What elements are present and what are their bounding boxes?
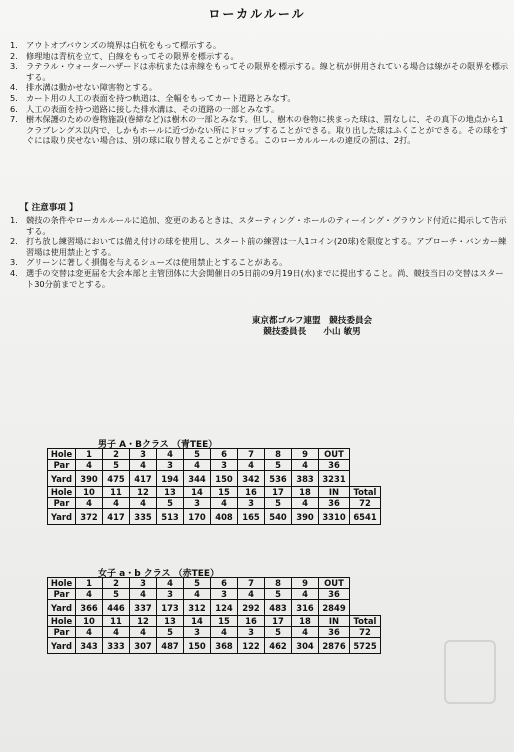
- yard-cell: 475: [103, 471, 130, 487]
- hole-cell: 4: [157, 578, 184, 589]
- yard-cell: 335: [130, 509, 157, 525]
- par-cell: 5: [265, 498, 292, 509]
- par-cell: 4: [292, 589, 319, 600]
- yard-cell: 312: [184, 600, 211, 616]
- mens-scorecard-table: [47, 448, 381, 525]
- par-label-cell: Par: [48, 460, 76, 471]
- hole-cell: 1: [76, 578, 103, 589]
- note-text: 選手の交替は変更届を大会本部と主管団体に大会開催日の5日前の9月19日(水)までに提出すること。尚、競技当日の交替はスタート30分前までとする。: [26, 267, 504, 289]
- par-cell: 4: [211, 498, 238, 509]
- front-yard-row: [48, 471, 381, 487]
- par-cell: 3: [157, 589, 184, 600]
- womens-table-caption: 女子 a・b クラス （赤TEE）: [98, 569, 220, 579]
- hole-label-cell: Hole: [48, 616, 76, 627]
- empty-cell: [350, 471, 381, 487]
- hole-label-cell: Hole: [48, 449, 76, 460]
- front-hole-row: [48, 578, 381, 589]
- yard-cell: 307: [130, 638, 157, 654]
- front-par-row: [48, 589, 381, 600]
- par-label-cell: Par: [48, 498, 76, 509]
- hole-cell: 15: [211, 487, 238, 498]
- rule-text: 人工の表面を持つ道路に接した排水溝は、その道路の一部とみなす。: [26, 103, 280, 114]
- par-cell: 4: [184, 589, 211, 600]
- stamp-mark: [444, 640, 496, 704]
- yard-cell: 540: [265, 509, 292, 525]
- yard-cell: 342: [238, 471, 265, 487]
- hole-label-cell: Hole: [48, 487, 76, 498]
- hole-cell: 5: [184, 578, 211, 589]
- note-text: グリーンに著しく損傷を与えるシューズは使用禁止とすることがある。: [26, 257, 288, 268]
- par-cell: 3: [238, 627, 265, 638]
- hole-cell: 6: [211, 578, 238, 589]
- yard-cell: 372: [76, 509, 103, 525]
- yard-cell: 446: [103, 600, 130, 616]
- par-cell: 4: [211, 627, 238, 638]
- note-text: 競技の条件やローカルルールに追加、変更のあるときは、スターティング・ホールのティーイング・グラウンド付近に掲示して告示する。: [26, 215, 507, 236]
- rule-number: 7.: [10, 114, 18, 125]
- par-subtotal-cell: 36: [319, 498, 350, 509]
- hole-cell: 10: [76, 487, 103, 498]
- par-cell: 4: [103, 498, 130, 509]
- yard-subtotal-cell: 2849: [319, 600, 350, 616]
- yard-cell: 462: [265, 638, 292, 654]
- hole-cell: 6: [211, 449, 238, 460]
- empty-cell: [350, 578, 381, 589]
- rule-number: 1.: [10, 40, 18, 50]
- par-cell: 5: [157, 498, 184, 509]
- note-number: 3.: [10, 257, 18, 268]
- front-par-row: [48, 460, 381, 471]
- rule-number: 3.: [10, 61, 18, 72]
- hole-cell: 16: [238, 616, 265, 627]
- hole-cell: 12: [130, 616, 157, 627]
- hole-cell: 9: [292, 449, 319, 460]
- yard-cell: 390: [76, 471, 103, 487]
- hole-label-cell: Hole: [48, 578, 76, 589]
- yard-cell: 165: [238, 509, 265, 525]
- womens-scorecard-table: [47, 577, 381, 654]
- rule-item: [10, 51, 510, 62]
- yard-cell: 173: [157, 600, 184, 616]
- yard-cell: 383: [292, 471, 319, 487]
- rule-number: 6.: [10, 103, 18, 114]
- empty-cell: [350, 449, 381, 460]
- notes-list: [10, 215, 510, 289]
- rule-item: [10, 61, 510, 82]
- empty-cell: [350, 600, 381, 616]
- hole-total-cell: Total: [350, 487, 381, 498]
- yard-subtotal-cell: 3310: [319, 509, 350, 525]
- page-title: ローカルルール: [208, 7, 306, 21]
- yard-cell: 337: [130, 600, 157, 616]
- hole-cell: 15: [211, 616, 238, 627]
- par-cell: 4: [130, 460, 157, 471]
- par-subtotal-cell: 36: [319, 460, 350, 471]
- par-cell: 4: [238, 589, 265, 600]
- yard-cell: 343: [76, 638, 103, 654]
- hole-cell: 7: [238, 449, 265, 460]
- yard-cell: 333: [103, 638, 130, 654]
- yard-cell: 122: [238, 638, 265, 654]
- note-number: 1.: [10, 215, 18, 225]
- hole-cell: 17: [265, 616, 292, 627]
- front-yard-row: [48, 600, 381, 616]
- hole-cell: 1: [76, 449, 103, 460]
- par-cell: 5: [265, 627, 292, 638]
- back-yard-row: [48, 638, 381, 654]
- yard-cell: 124: [211, 600, 238, 616]
- par-cell: 4: [184, 460, 211, 471]
- yard-cell: 344: [184, 471, 211, 487]
- rule-text: 修理地は青杭を立て、白線をもってその限界を標示する。: [26, 50, 239, 61]
- hole-cell: 12: [130, 487, 157, 498]
- par-total-cell: 72: [350, 498, 381, 509]
- par-subtotal-cell: 36: [319, 589, 350, 600]
- yard-cell: 513: [157, 509, 184, 525]
- par-cell: 3: [184, 498, 211, 509]
- hole-cell: 13: [157, 487, 184, 498]
- yard-cell: 487: [157, 638, 184, 654]
- par-cell: 4: [76, 498, 103, 509]
- par-cell: 4: [76, 627, 103, 638]
- par-cell: 4: [292, 460, 319, 471]
- par-cell: 3: [184, 627, 211, 638]
- par-cell: 5: [157, 627, 184, 638]
- par-cell: 4: [130, 627, 157, 638]
- par-cell: 4: [103, 627, 130, 638]
- back-par-row: [48, 627, 381, 638]
- yard-cell: 150: [184, 638, 211, 654]
- yard-cell: 292: [238, 600, 265, 616]
- yard-cell: 170: [184, 509, 211, 525]
- back-yard-row: [48, 509, 381, 525]
- local-rules-list: [10, 40, 510, 146]
- rule-text: 排水溝は動かせない障害物とする。: [26, 82, 158, 93]
- rule-item: [10, 114, 510, 146]
- signature-chair: 競技委員長 小山 敏男: [263, 327, 361, 337]
- par-label-cell: Par: [48, 589, 76, 600]
- hole-cell: 3: [130, 449, 157, 460]
- hole-cell: 17: [265, 487, 292, 498]
- hole-cell: 11: [103, 487, 130, 498]
- rule-number: 4.: [10, 82, 18, 93]
- yard-label-cell: Yard: [48, 471, 76, 487]
- hole-subtotal-cell: IN: [319, 487, 350, 498]
- par-cell: 4: [292, 627, 319, 638]
- hole-cell: 5: [184, 449, 211, 460]
- hole-cell: 2: [103, 449, 130, 460]
- hole-subtotal-cell: OUT: [319, 578, 350, 589]
- hole-cell: 18: [292, 487, 319, 498]
- empty-cell: [350, 460, 381, 471]
- hole-cell: 13: [157, 616, 184, 627]
- yard-label-cell: Yard: [48, 509, 76, 525]
- yard-cell: 150: [211, 471, 238, 487]
- hole-cell: 14: [184, 616, 211, 627]
- par-cell: 3: [157, 460, 184, 471]
- yard-cell: 304: [292, 638, 319, 654]
- hole-cell: 16: [238, 487, 265, 498]
- par-total-cell: 72: [350, 627, 381, 638]
- hole-cell: 4: [157, 449, 184, 460]
- yard-cell: 536: [265, 471, 292, 487]
- hole-cell: 7: [238, 578, 265, 589]
- rule-item: [10, 104, 510, 115]
- yard-label-cell: Yard: [48, 638, 76, 654]
- yard-subtotal-cell: 2876: [319, 638, 350, 654]
- note-number: 4.: [10, 267, 18, 278]
- note-item: [10, 268, 510, 289]
- rule-text: カート用の人工の表面を持つ軌道は、全幅をもってカート道路とみなす。: [26, 92, 296, 103]
- par-cell: 4: [76, 589, 103, 600]
- hole-cell: 18: [292, 616, 319, 627]
- hole-cell: 9: [292, 578, 319, 589]
- hole-total-cell: Total: [350, 616, 381, 627]
- yard-label-cell: Yard: [48, 600, 76, 616]
- rule-text: アウトオブバウンズの境界は白杭をもって標示する。: [26, 40, 222, 50]
- signature-organization: 東京都ゴルフ連盟 競技委員会: [251, 316, 373, 326]
- rule-item: [10, 82, 510, 93]
- yard-subtotal-cell: 3231: [319, 471, 350, 487]
- rule-text: 樹木保護のための巻物施設(巻締など)は樹木の一部とみなす。但し、樹木の巻物に挟まった球は、罰なしに、その真下の地点から1クラブレングス以内で、しかもホールに近づかない所にドロップすることができる。取り出した球はふくことができる。その球をすぐには取り戻せない場合は、別の球に取り替えることができる。このローカルルールの違反の罰は、2打。: [26, 114, 508, 146]
- rule-number: 2.: [10, 50, 18, 61]
- hole-cell: 14: [184, 487, 211, 498]
- yard-cell: 316: [292, 600, 319, 616]
- hole-cell: 8: [265, 578, 292, 589]
- empty-cell: [350, 589, 381, 600]
- back-par-row: [48, 498, 381, 509]
- yard-cell: 417: [130, 471, 157, 487]
- rule-number: 5.: [10, 92, 18, 103]
- note-item: [10, 257, 510, 268]
- hole-cell: 11: [103, 616, 130, 627]
- par-cell: 4: [76, 460, 103, 471]
- yard-cell: 483: [265, 600, 292, 616]
- rule-text: ラテラル・ウォーターハザードは赤杭または赤線をもってその限界を標示する。線と杭が併用されている場合は線がその限界を標示する。: [26, 61, 509, 82]
- par-cell: 3: [238, 498, 265, 509]
- par-cell: 3: [211, 589, 238, 600]
- hole-subtotal-cell: IN: [319, 616, 350, 627]
- back-hole-row: [48, 616, 381, 627]
- yard-cell: 390: [292, 509, 319, 525]
- yard-total-cell: 5725: [350, 638, 381, 654]
- yard-cell: 368: [211, 638, 238, 654]
- hole-cell: 3: [130, 578, 157, 589]
- par-cell: 5: [103, 460, 130, 471]
- par-cell: 5: [265, 589, 292, 600]
- yard-cell: 194: [157, 471, 184, 487]
- signature-block: [0, 316, 514, 338]
- par-cell: 4: [292, 498, 319, 509]
- yard-cell: 408: [211, 509, 238, 525]
- hole-subtotal-cell: OUT: [319, 449, 350, 460]
- yard-total-cell: 6541: [350, 509, 381, 525]
- par-cell: 5: [103, 589, 130, 600]
- par-cell: 4: [238, 460, 265, 471]
- note-text: 打ち放し練習場においては備え付けの球を使用し、スタート前の練習は一人1コイン(20球)を限度とする。アプローチ・バンカー練習場は使用禁止とする。: [26, 236, 507, 257]
- note-item: [10, 215, 510, 236]
- rule-item: [10, 40, 510, 51]
- front-hole-row: [48, 449, 381, 460]
- par-cell: 3: [211, 460, 238, 471]
- notes-heading: 【 注意事項 】: [20, 203, 78, 213]
- par-cell: 4: [130, 589, 157, 600]
- rule-item: [10, 93, 510, 104]
- hole-cell: 8: [265, 449, 292, 460]
- par-cell: 4: [130, 498, 157, 509]
- hole-cell: 2: [103, 578, 130, 589]
- note-number: 2.: [10, 236, 18, 247]
- mens-table-caption: 男子 A・Bクラス （青TEE）: [98, 440, 218, 450]
- note-item: [10, 236, 510, 257]
- back-hole-row: [48, 487, 381, 498]
- par-subtotal-cell: 36: [319, 627, 350, 638]
- par-cell: 5: [265, 460, 292, 471]
- yard-cell: 417: [103, 509, 130, 525]
- par-label-cell: Par: [48, 627, 76, 638]
- hole-cell: 10: [76, 616, 103, 627]
- yard-cell: 366: [76, 600, 103, 616]
